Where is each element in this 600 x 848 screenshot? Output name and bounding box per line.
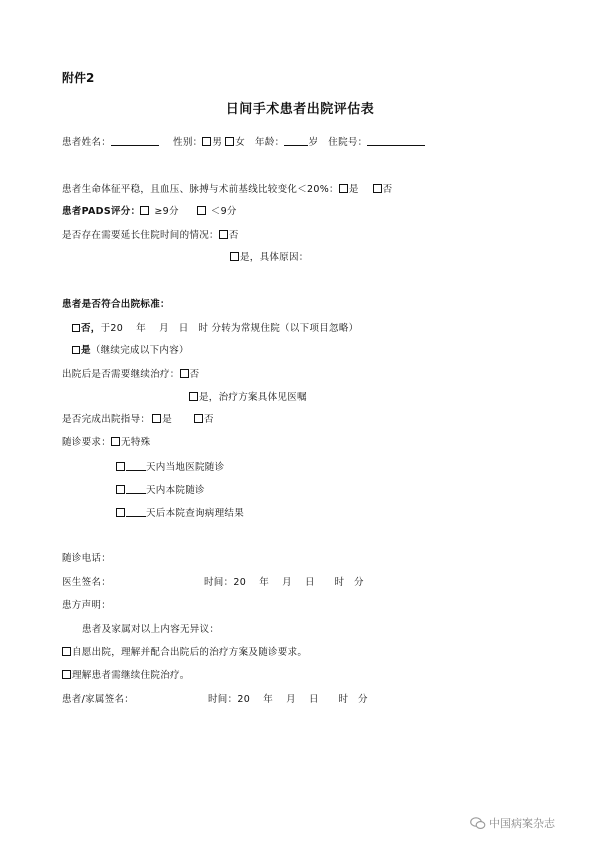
followup-local-label: 天内当地医院随诊 — [146, 462, 225, 473]
vitals-text: 患者生命体征平稳，且血压、脉搏与术前基线比较变化＜20%： — [62, 184, 339, 195]
form-title: 日间手术患者出院评估表 — [225, 102, 375, 117]
followup-none-checkbox[interactable] — [111, 437, 120, 446]
voluntary-discharge-label: 自愿出院，理解并配合出院后的治疗方案及随诊要求。 — [72, 647, 308, 658]
criteria-yes-checkbox[interactable] — [72, 346, 80, 354]
family-sign-label: 患者/家属签名： — [62, 694, 135, 705]
criteria-no-text: 于20 年 月 日 时 分转为常规住院（以下项目忽略） — [100, 323, 359, 334]
extend-stay-yes-checkbox[interactable] — [230, 252, 239, 261]
vitals-yes-label: 是 — [348, 184, 359, 195]
criteria-no-label: 否， — [81, 323, 101, 334]
pads-ge9-checkbox[interactable] — [140, 206, 149, 215]
followup-pathology-label: 天后本院查询病理结果 — [146, 508, 245, 519]
doctor-sign-label: 医生签名： — [62, 577, 112, 588]
declaration-label: 患方声明： — [62, 600, 112, 611]
continue-stay-label: 理解患者需继续住院治疗。 — [72, 670, 190, 681]
age-unit: 岁 — [308, 137, 319, 148]
male-label: 男 — [212, 137, 223, 148]
extend-stay-question: 是否存在需要延长住院时间的情况： — [62, 230, 219, 241]
vitals-yes-checkbox[interactable] — [339, 184, 348, 193]
admission-number-label: 住院号： — [328, 137, 368, 148]
continue-treatment-no-checkbox[interactable] — [180, 369, 189, 378]
doctor-sign-time: 时间：20 年 月 日 时 分 — [204, 577, 364, 588]
vitals-no-checkbox[interactable] — [373, 184, 382, 193]
criteria-no-checkbox[interactable] — [72, 324, 80, 332]
followup-row — [62, 434, 150, 448]
no-objection-text: 患者及家属对以上内容无异议： — [82, 624, 220, 635]
criteria-heading: 患者是否符合出院标准： — [62, 299, 170, 310]
followup-phone-label: 随诊电话： — [62, 553, 112, 564]
patient-name-label: 患者姓名： — [62, 137, 112, 148]
watermark-text: 中国病案杂志 — [489, 817, 555, 830]
patient-name-field[interactable] — [111, 136, 159, 146]
extend-stay-no-label: 否 — [228, 230, 239, 241]
continue-treatment-no-label: 否 — [189, 369, 200, 380]
gender-label: 性别： — [173, 137, 203, 148]
continue-treatment-yes-label: 是，治疗方案具体见医嘱 — [199, 392, 307, 403]
female-checkbox[interactable] — [225, 137, 234, 146]
guidance-no-label: 否 — [204, 414, 214, 425]
continue-stay-checkbox[interactable] — [62, 670, 71, 679]
followup-none-label: 无特殊 — [121, 437, 151, 448]
followup-local-checkbox[interactable] — [116, 462, 125, 471]
followup-hospital-label: 天内本院随诊 — [146, 485, 205, 496]
followup-pathology-days-field[interactable] — [126, 507, 146, 517]
guidance-question: 是否完成出院指导： — [62, 414, 151, 425]
attachment-label: 附件2 — [62, 71, 95, 85]
followup-local-days-field[interactable] — [126, 461, 146, 471]
guidance-yes-checkbox[interactable] — [152, 414, 161, 423]
criteria-yes-label: 是 — [81, 345, 91, 356]
extend-stay-yes-label: 是，具体原因： — [240, 252, 309, 263]
continue-treatment-row — [62, 366, 199, 380]
pads-row — [62, 203, 237, 217]
age-field[interactable] — [284, 136, 308, 146]
admission-number-field[interactable] — [367, 136, 425, 146]
patient-info-row — [62, 134, 425, 148]
criteria-yes-text: （继续完成以下内容） — [90, 345, 189, 356]
age-label: 年龄： — [255, 137, 285, 148]
vitals-no-label: 否 — [382, 184, 393, 195]
wechat-icon — [470, 817, 486, 833]
extend-stay-no-checkbox[interactable] — [219, 230, 228, 239]
pads-label: 患者PADS评分： — [62, 206, 141, 217]
family-sign-time: 时间：20 年 月 日 时 分 — [208, 694, 368, 705]
guidance-no-checkbox[interactable] — [194, 414, 203, 423]
pads-lt9-label: ＜9分 — [210, 206, 237, 217]
guidance-row — [62, 411, 214, 425]
followup-pathology-row — [116, 505, 244, 519]
followup-local-row — [116, 459, 224, 473]
followup-pathology-checkbox[interactable] — [116, 508, 125, 517]
guidance-yes-label: 是 — [162, 414, 173, 425]
pads-lt9-checkbox[interactable] — [197, 206, 206, 215]
male-checkbox[interactable] — [202, 137, 211, 146]
followup-hospital-checkbox[interactable] — [116, 485, 125, 494]
criteria-no-row — [72, 320, 358, 334]
continue-treatment-yes-row — [189, 389, 307, 403]
pads-ge9-label: ≥9分 — [154, 206, 179, 217]
vitals-row — [62, 181, 392, 195]
followup-hospital-days-field[interactable] — [126, 484, 146, 494]
followup-label: 随诊要求： — [62, 437, 112, 448]
voluntary-discharge-row — [62, 644, 307, 658]
continue-treatment-yes-checkbox[interactable] — [189, 392, 198, 401]
followup-hospital-row — [116, 482, 205, 496]
extend-stay-row — [62, 227, 239, 241]
extend-stay-yes-row — [230, 249, 309, 263]
voluntary-discharge-checkbox[interactable] — [62, 647, 71, 656]
continue-stay-row — [62, 667, 190, 681]
watermark — [470, 815, 555, 833]
female-label: 女 — [235, 137, 246, 148]
criteria-yes-row — [72, 342, 189, 356]
continue-treatment-question: 出院后是否需要继续治疗： — [62, 369, 180, 380]
